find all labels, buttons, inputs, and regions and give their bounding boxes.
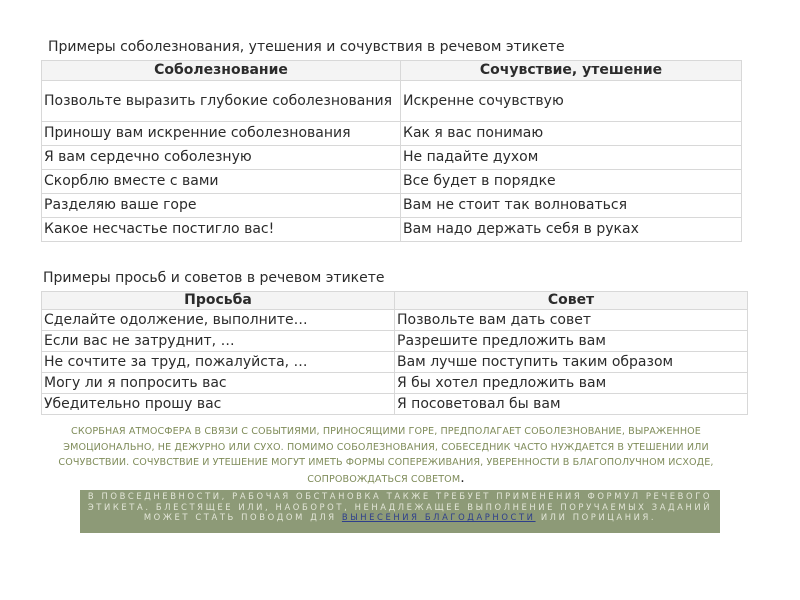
- table-row: [42, 81, 742, 122]
- table-row: [42, 146, 742, 170]
- banner-paragraph: [80, 490, 720, 523]
- table-row: [42, 352, 748, 373]
- table-cell: Не сочтите за труд, пожалуйста, …: [42, 352, 395, 373]
- table-cell: Разрешите предложить вам: [395, 331, 748, 352]
- table-cell: Я бы хотел предложить вам: [395, 373, 748, 394]
- table-cell: Если вас не затруднит, …: [42, 331, 395, 352]
- table-cell: Позвольте выразить глубокие соболезнования: [42, 81, 401, 122]
- gratitude-link[interactable]: ВЫНЕСЕНИЯ БЛАГОДАРНОСТИ: [341, 512, 536, 522]
- table-cell: Разделяю ваше горе: [42, 194, 401, 218]
- condolence-section-title: Примеры соболезнования, утешения и сочувствия в речевом этикете: [48, 39, 565, 55]
- paragraph-text: СКОРБНАЯ АТМОСФЕРА В СВЯЗИ С СОБЫТИЯМИ, ПРИНОСЯЩИМИ ГОРЕ, ПРЕДПОЛАГАЕТ СОБОЛЕЗНОВАНИЕ, ВЫРАЖЕННОЕ ЭМОЦИОНАЛЬНО, НЕ ДЕЖУРНО ИЛИ СУХО. ПОМИМО СОБОЛЕЗНОВАНИЯ, СОБЕСЕДНИК ЧАСТО НУЖДАЕТСЯ В УТЕШЕНИИ ИЛИ СОЧУВСТВИИ. СОЧУВСТВИЕ И УТЕШЕНИЕ МОГУТ ИМЕТЬ ФОРМЫ СОПЕРЕЖИВАНИЯ, УВЕРЕННОСТИ В БЛАГОПОЛУЧНОМ ИСХОДЕ, СОПРОВОЖДАТЬСЯ СОВЕТОМ: [58, 426, 714, 485]
- condolence-table: [41, 60, 742, 242]
- table-cell: Позвольте вам дать совет: [395, 310, 748, 331]
- table-header-row: [42, 61, 742, 81]
- column-header-request: Просьба: [42, 292, 395, 310]
- table-header-row: [42, 292, 748, 310]
- table-cell: Вам не стоит так волноваться: [401, 194, 742, 218]
- banner-text-end: ИЛИ ПОРИЦАНИЯ.: [540, 512, 657, 522]
- table-row: [42, 310, 748, 331]
- table-cell: Все будет в порядке: [401, 170, 742, 194]
- table-cell: Я посоветовал бы вам: [395, 394, 748, 415]
- condolence-explanation-paragraph: [28, 424, 744, 487]
- table-cell: Сделайте одолжение, выполните…: [42, 310, 395, 331]
- table-cell: Вам надо держать себя в руках: [401, 218, 742, 242]
- column-header-condolence: Соболезнование: [42, 61, 401, 81]
- request-section-title: Примеры просьб и советов в речевом этикете: [43, 270, 385, 286]
- table-row: [42, 122, 742, 146]
- table-row: [42, 170, 742, 194]
- table-row: [42, 218, 742, 242]
- table-row: [42, 394, 748, 415]
- column-header-sympathy: Сочувствие, утешение: [401, 61, 742, 81]
- banner-text: В ПОВСЕДНЕВНОСТИ, РАБОЧАЯ ОБСТАНОВКА ТАКЖЕ ТРЕБУЕТ ПРИМЕНЕНИЯ ФОРМУЛ РЕЧЕВОГО ЭТИКЕТА. БЛЕСТЯЩЕЕ ИЛИ, НАОБОРОТ, НЕНАДЛЕЖАЩЕЕ ВЫПОЛНЕНИЕ ПОРУЧАЕМЫХ ЗАДАНИЙ МОЖЕТ СТАТЬ ПОВОДОМ ДЛЯ: [87, 491, 713, 522]
- table-cell: Как я вас понимаю: [401, 122, 742, 146]
- table-cell: Я вам сердечно соболезную: [42, 146, 401, 170]
- table-cell: Могу ли я попросить вас: [42, 373, 395, 394]
- table-cell: Скорблю вместе с вами: [42, 170, 401, 194]
- table-cell: Не падайте духом: [401, 146, 742, 170]
- paragraph-end: .: [460, 469, 465, 486]
- table-cell: Приношу вам искренние соболезнования: [42, 122, 401, 146]
- table-cell: Вам лучше поступить таким образом: [395, 352, 748, 373]
- table-cell: Какое несчастье постигло вас!: [42, 218, 401, 242]
- table-cell: Убедительно прошу вас: [42, 394, 395, 415]
- table-row: [42, 194, 742, 218]
- work-etiquette-banner: [80, 490, 720, 533]
- request-advice-table: [41, 291, 748, 415]
- column-header-advice: Совет: [395, 292, 748, 310]
- table-row: [42, 373, 748, 394]
- table-cell: Искренне сочувствую: [401, 81, 742, 122]
- table-row: [42, 331, 748, 352]
